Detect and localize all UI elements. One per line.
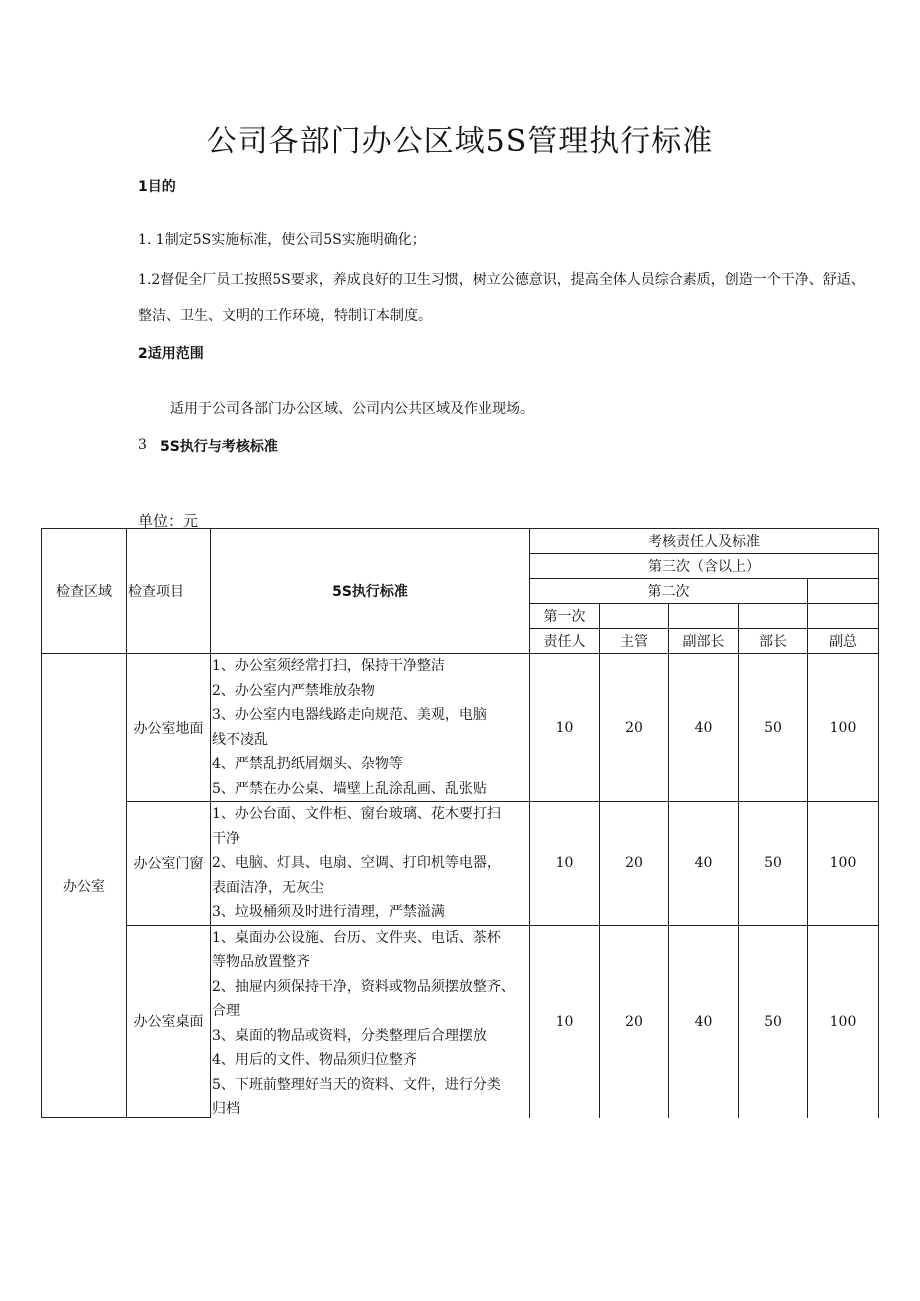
standard-cell	[211, 654, 530, 802]
role-supervisor: 主管	[600, 629, 669, 654]
header-blank-cell	[600, 604, 669, 629]
header-standard: 5S执行标准	[211, 529, 530, 654]
standard-lines-clip	[212, 926, 529, 1118]
standard-line: 表面洁净，无灰尘	[212, 879, 324, 896]
header-first-time: 第一次	[530, 604, 600, 629]
value-cell: 10	[530, 654, 600, 802]
value-cell: 40	[669, 925, 739, 1118]
section-3-number: 3	[138, 437, 147, 453]
role-minister: 部长	[739, 629, 808, 654]
value-cell: 100	[808, 654, 879, 802]
header-blank-cell	[808, 579, 879, 604]
standard-line: 线不凌乱	[212, 731, 268, 748]
standard-line: 1、办公室须经常打扫，保持干净整洁	[212, 658, 445, 674]
section-3-heading: 5S执行与考核标准	[160, 439, 278, 455]
value-cell: 100	[808, 802, 879, 926]
section-2-heading: 2适用范围	[138, 346, 204, 362]
standard-line: 等物品放置整齐	[212, 954, 310, 970]
table-row	[42, 802, 879, 926]
standards-table	[41, 528, 879, 1118]
area-cell: 办公室	[42, 654, 127, 1118]
section-1-item-2: 1.2督促全厂员工按照5S要求，养成良好的卫生习惯，树立公德意识，提高全体人员综合素质，创造一个干净、舒适、整洁、卫生、文明的工作环境，特制订本制度。	[138, 272, 865, 324]
section-1-item-1: 1. 1制定5S实施标准，使公司5S实施明确化；	[138, 232, 426, 248]
value-cell: 50	[739, 802, 808, 926]
standard-line: 4、用后的文件、物品须归位整齐	[212, 1052, 417, 1068]
item-cell: 办公室桌面	[127, 925, 211, 1118]
value-cell: 40	[669, 654, 739, 802]
header-blank-cell	[739, 604, 808, 629]
header-blank-cell	[669, 604, 739, 629]
standard-line: 1、办公台面、文件柜、窗台玻璃、花木要打扫	[212, 806, 501, 822]
standard-line: 3、垃圾桶须及时进行清理，严禁溢满	[212, 904, 445, 920]
standard-line: 3、办公室内电器线路走向规范、美观，电脑	[212, 707, 487, 723]
role-responsible: 责任人	[530, 629, 600, 654]
value-cell: 20	[600, 802, 669, 926]
header-third-time: 第三次（含以上）	[530, 554, 879, 579]
document-title: 公司各部门办公区域5S管理执行标准	[206, 124, 714, 159]
standard-line: 干净	[212, 830, 240, 847]
item-cell: 办公室门窗	[127, 802, 211, 926]
role-deputy-minister: 副部长	[669, 629, 739, 654]
value-cell: 50	[739, 925, 808, 1118]
value-cell: 10	[530, 802, 600, 926]
table-row	[42, 925, 879, 1118]
unit-label: 单位：元	[138, 512, 199, 530]
standard-line: 合理	[212, 1003, 240, 1019]
value-cell: 100	[808, 925, 879, 1118]
standard-cell	[211, 925, 530, 1118]
header-second-time: 第二次	[530, 579, 808, 604]
standard-line: 2、抽屉内须保持干净，资料或物品须摆放整齐、	[212, 978, 515, 995]
header-responsible: 考核责任人及标准	[530, 529, 879, 554]
standard-line: 5、严禁在办公桌、墙壁上乱涂乱画、乱张贴	[212, 780, 487, 797]
standard-line: 2、办公室内严禁堆放杂物	[212, 682, 375, 699]
role-vice-president: 副总	[808, 629, 879, 654]
standard-line: 2、电脑、灯具、电扇、空调、打印机等电器，	[212, 855, 501, 871]
section-2-text: 适用于公司各部门办公区域、公司内公共区域及作业现场。	[170, 401, 534, 417]
standard-line: 3、桌面的物品或资料，分类整理后合理摆放	[212, 1027, 487, 1044]
header-item: 检查项目	[127, 529, 211, 654]
section-1-heading: 1目的	[138, 179, 176, 195]
value-cell: 10	[530, 925, 600, 1118]
value-cell: 40	[669, 802, 739, 926]
standard-line: 5、下班前整理好当天的资料、文件，进行分类	[212, 1076, 501, 1093]
standard-cell	[211, 802, 530, 926]
header-area: 检查区域	[42, 529, 127, 654]
header-blank-cell	[808, 604, 879, 629]
value-cell: 50	[739, 654, 808, 802]
item-cell: 办公室地面	[127, 654, 211, 802]
standard-line: 归档	[212, 1101, 240, 1117]
standard-line: 1、桌面办公设施、台历、文件夹、电话、茶杯	[212, 929, 501, 946]
table-row	[42, 654, 879, 802]
standard-line: 4、严禁乱扔纸屑烟头、杂物等	[212, 756, 403, 772]
value-cell: 20	[600, 654, 669, 802]
value-cell: 20	[600, 925, 669, 1118]
